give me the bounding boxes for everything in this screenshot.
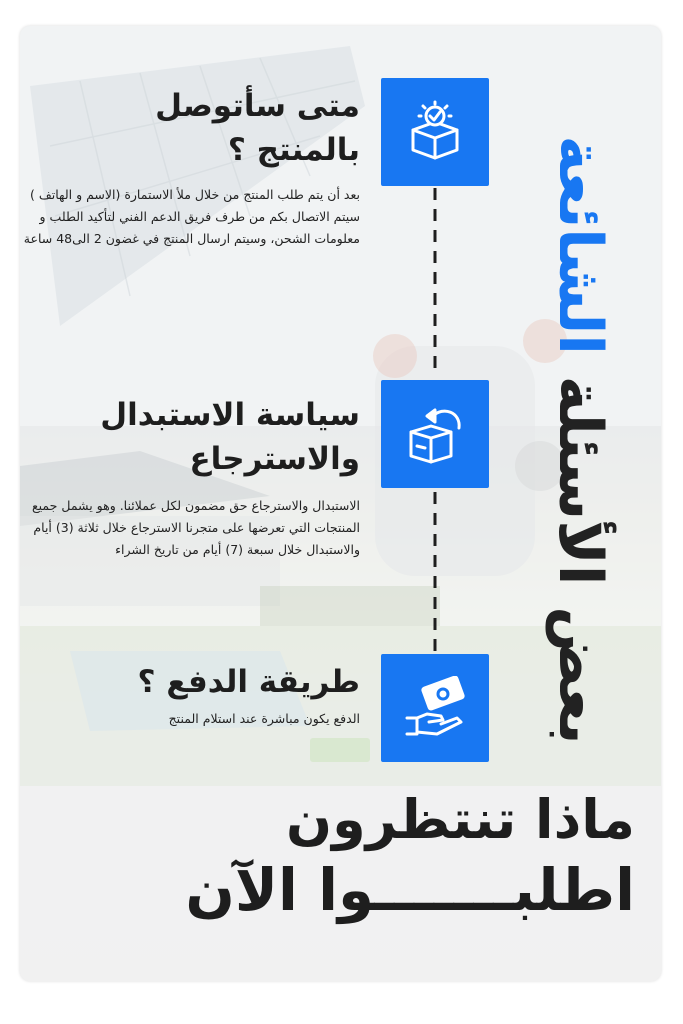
vertical-title-part2: الشائعة [545, 135, 615, 355]
section-3-title [60, 660, 360, 704]
return-package-icon [403, 402, 467, 466]
delivery-box-icon-tile [381, 78, 489, 186]
dashed-connector-2 [433, 492, 437, 654]
section-2-body: الاستبدال والاسترجاع حق مضمون لكل عملائنا. وهو يشمل جميع المنتجات التي تعرضها على متجرنا الاسترجاع خلال ثلاثة (3) أيام والاستبدال خلال سبعة (7) أيام من تاريخ الشراء [32, 498, 360, 557]
section-2-title [60, 393, 360, 481]
section-2-title-line2: والاسترجاع [189, 441, 360, 477]
cash-hand-icon [403, 676, 467, 740]
section-1-title-line1: متى سأتوصل [155, 88, 360, 124]
section-1-title-line2: بالمنتج ؟ [227, 132, 360, 168]
section-1-body: بعد أن يتم طلب المنتج من خلال ملأ الاستمارة (الاسم و الهاتف ) سيتم الاتصال بكم من طرف فريق الدعم الفني لتأكيد الطلب و معلومات الشحن، وسيتم ارسال المنتج في غضون 2 الى48 ساعة [23, 187, 360, 246]
section-3-title-line1: طريقة الدفع ؟ [137, 664, 360, 700]
cta-line-2: اطلبـــــــوا الآن [185, 856, 635, 924]
section-3-body: الدفع يكون مباشرة عند استلام المنتج [168, 711, 360, 726]
vertical-title-part1: بعض الأسئلة [545, 375, 615, 745]
delivery-box-icon [403, 100, 467, 164]
return-package-icon-tile [381, 380, 489, 488]
section-1-title [60, 84, 360, 172]
cash-hand-icon-tile [381, 654, 489, 762]
section-2-title-line1: سياسة الاستبدال [100, 397, 360, 433]
dashed-connector-1 [433, 188, 437, 374]
cta-line-1: ماذا تنتظرون [286, 788, 635, 851]
